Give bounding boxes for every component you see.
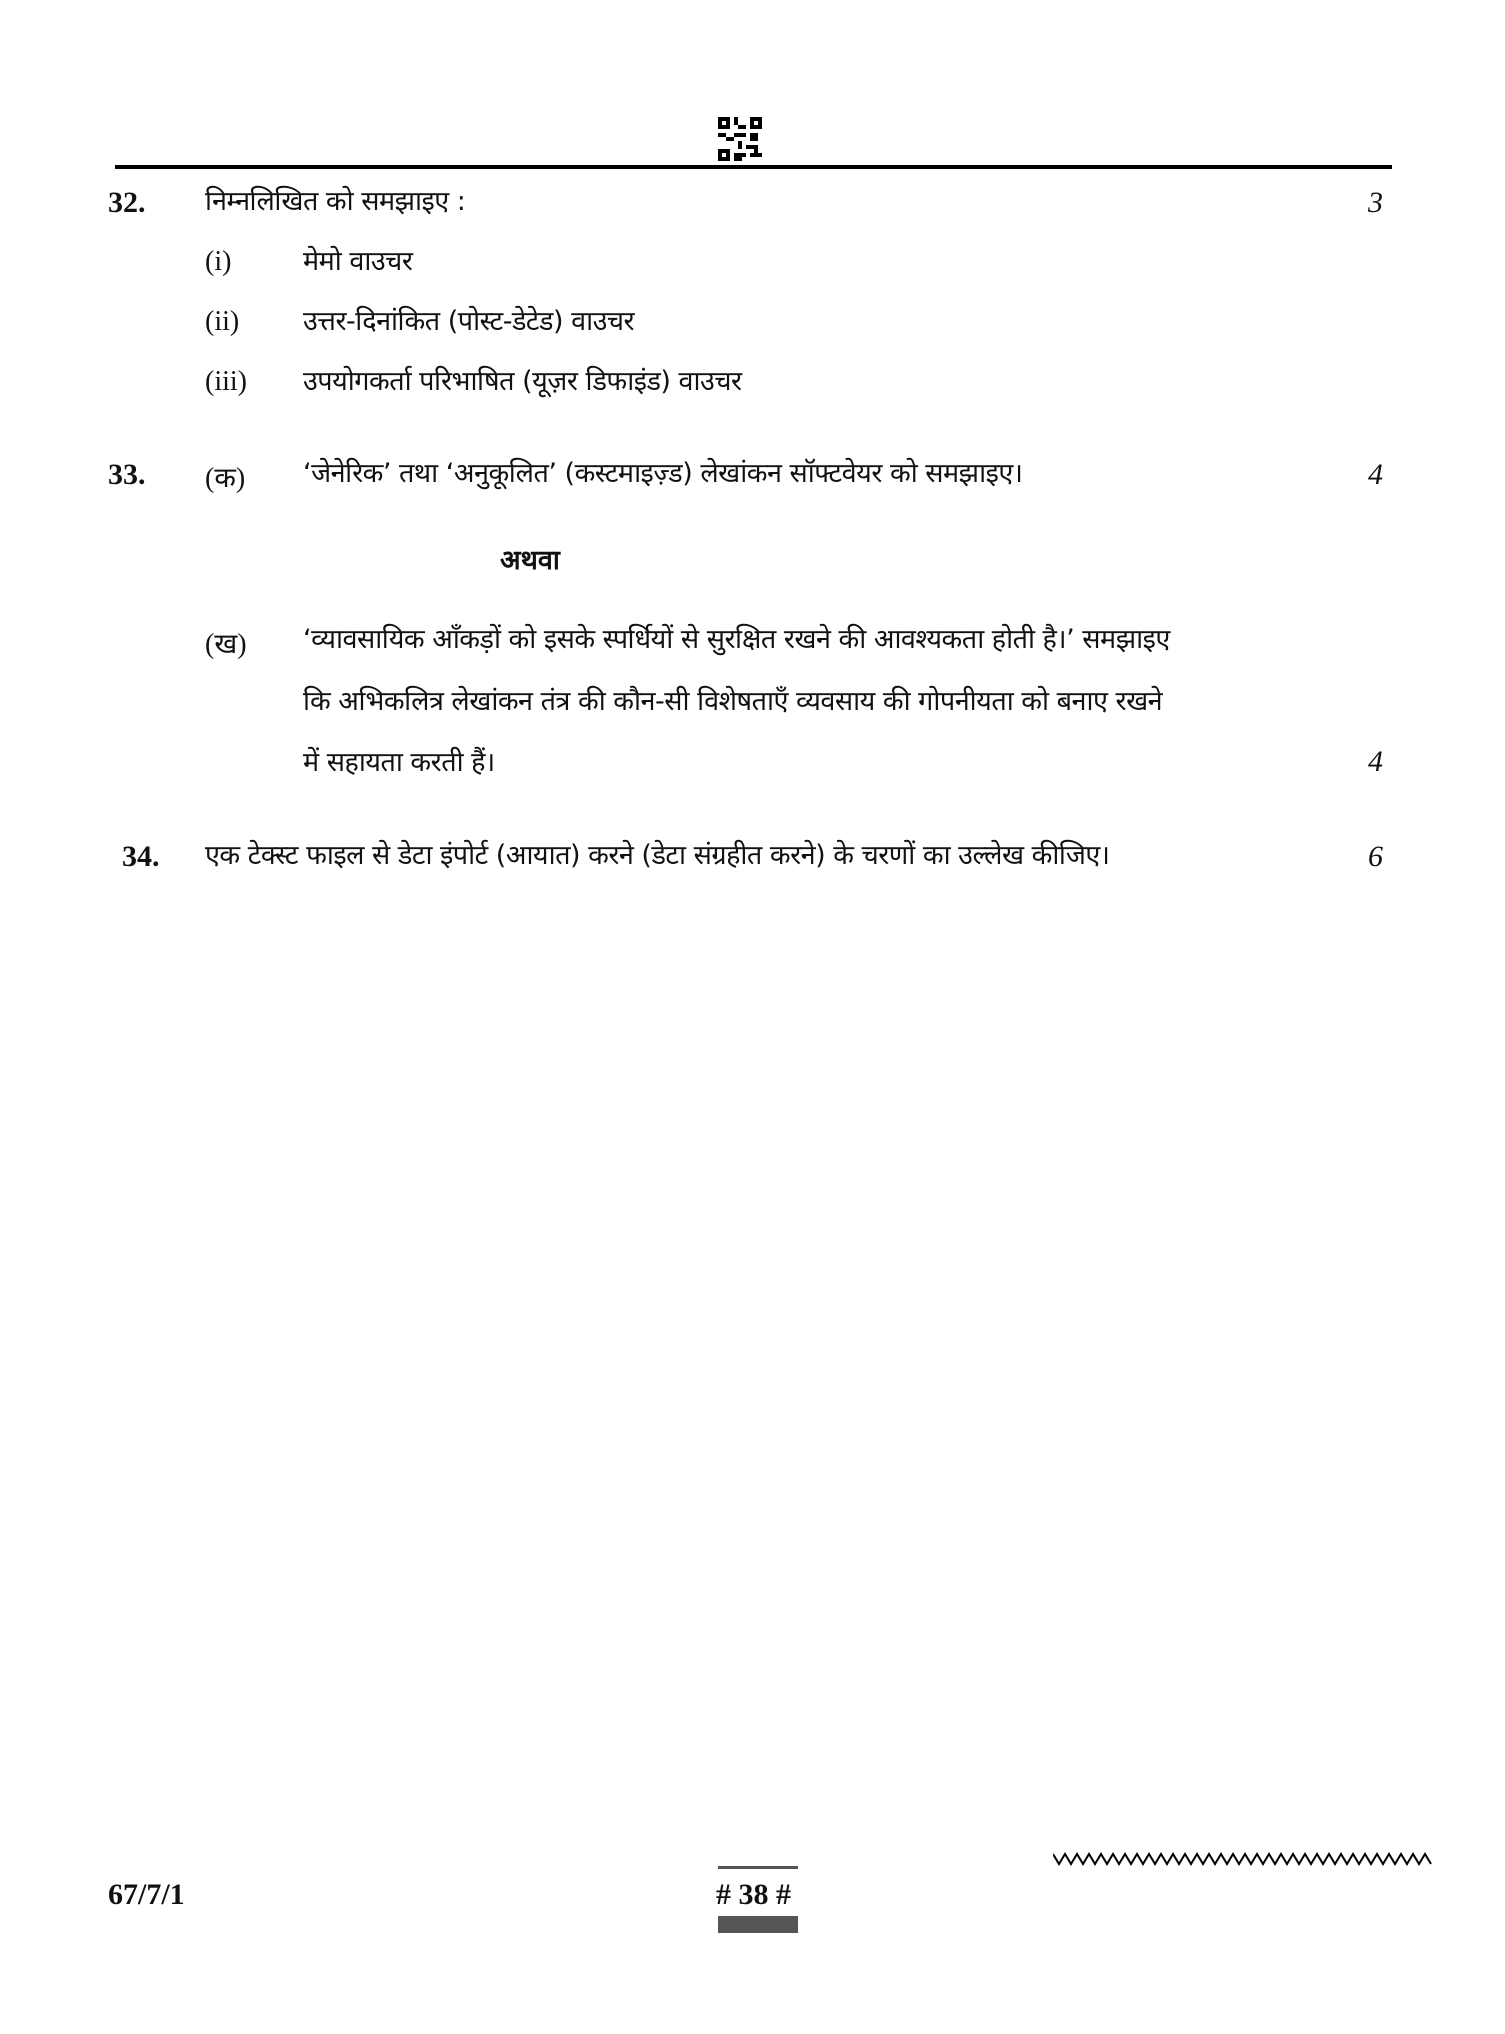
header-rule [115,165,1392,169]
question-text: निम्नलिखित को समझाइए : [205,186,466,217]
part-label: (क) [205,463,246,494]
part-text-line: में सहायता करती हैं। [303,747,495,778]
page-bar-top [718,1866,798,1869]
question-marks: 4 [1368,458,1383,491]
paper-code: 67/7/1 [108,1878,185,1911]
sub-item-text: उपयोगकर्ता परिभाषित (यूज़र डिफाइंड) वाउचर [303,366,742,397]
question-marks: 3 [1368,186,1383,219]
part-label: (ख) [205,629,247,660]
question-number: 32. [108,186,146,219]
part-text: ‘जेनेरिक’ तथा ‘अनुकूलित’ (कस्टमाइज़्ड) लेखांकन सॉफ्टवेयर को समझाइए। [303,458,1023,489]
part-text-line: कि अभिकलित्र लेखांकन तंत्र की कौन-सी विशेषताएँ व्यवसाय की गोपनीयता को बनाए रखने [303,686,1163,717]
page-number: # 38 # [716,1878,791,1911]
page-bar-bottom [718,1916,798,1933]
sub-item-label: (iii) [205,366,247,397]
question-text: एक टेक्स्ट फाइल से डेटा इंपोर्ट (आयात) करने (डेटा संग्रहीत करने) के चरणों का उल्लेख कीजिए। [205,840,1110,871]
question-number: 33. [108,458,146,491]
question-number: 34. [122,840,160,873]
part-text-line: ‘व्यावसायिक आँकड़ों को इसके स्पर्धियों से सुरक्षित रखने की आवश्यकता होती है।’ समझाइए [303,624,1170,655]
question-marks: 6 [1368,840,1383,873]
sub-item-text: उत्तर-दिनांकित (पोस्ट-डेटेड) वाउचर [303,306,635,337]
sub-item-text: मेमो वाउचर [303,246,413,277]
question-marks: 4 [1368,745,1383,778]
zigzag-line-icon [1053,1850,1433,1868]
or-label: अथवा [500,545,560,576]
sub-item-label: (i) [205,246,232,277]
sub-item-label: (ii) [205,306,240,337]
qr-code-icon [718,117,762,161]
